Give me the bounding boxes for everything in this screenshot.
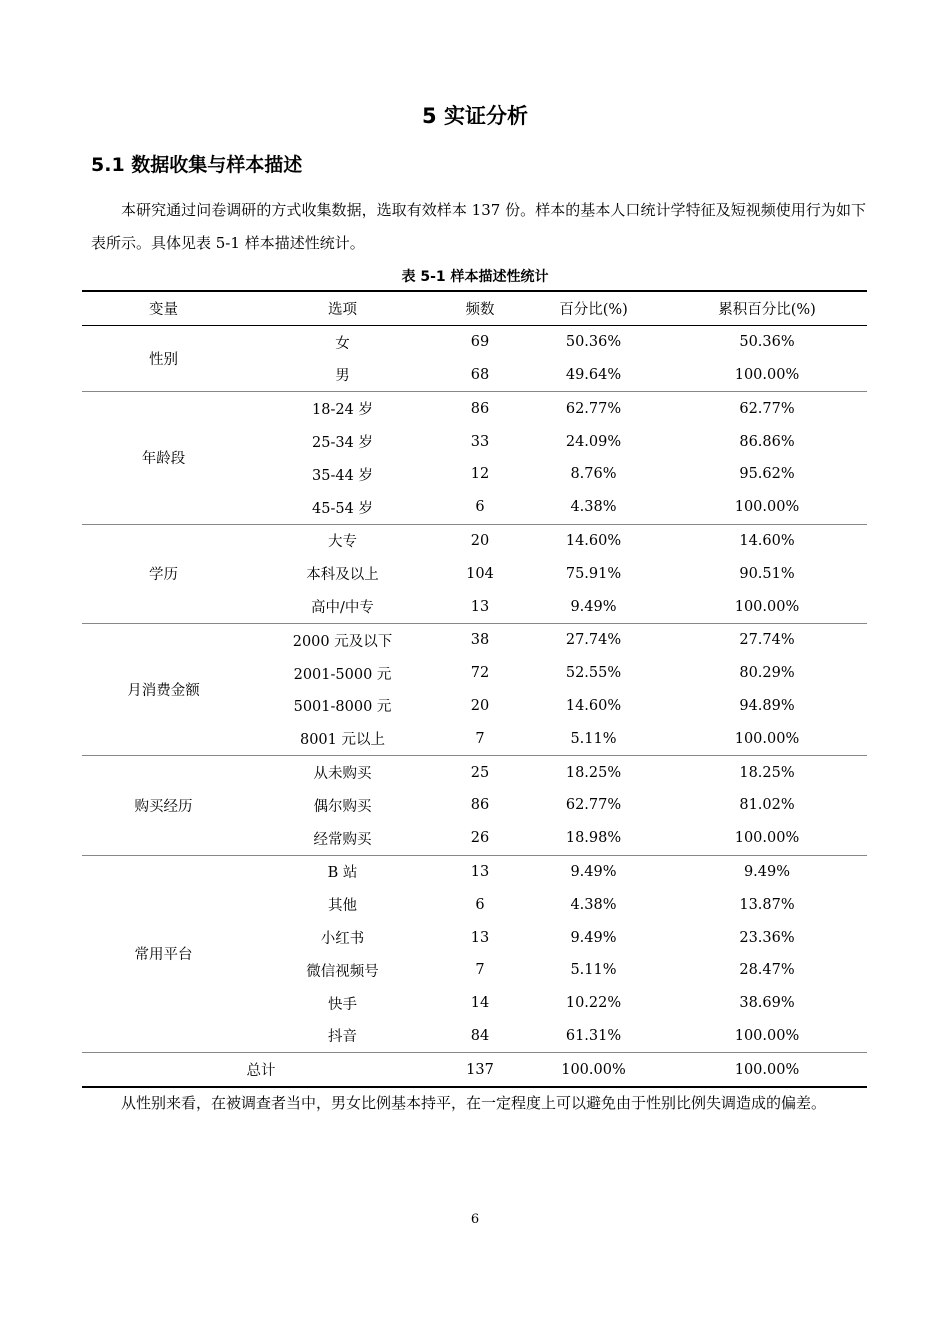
frequency-cell: 104 (466, 565, 494, 582)
closing-paragraph: 从性别来看，在被调查者当中，男女比例基本持平，在一定程度上可以避免由于性别比例失调造成的偏差。 (121, 1094, 827, 1112)
total-label: 总计 (246, 1063, 276, 1080)
percent-cell: 52.55% (565, 665, 622, 682)
frequency-cell: 26 (470, 830, 490, 847)
cumulative-percent-cell: 100.00% (734, 730, 800, 747)
frequency-cell: 6 (475, 499, 485, 516)
cumulative-percent-cell: 13.87% (739, 896, 795, 913)
percent-cell: 9.49% (570, 598, 617, 615)
cumulative-percent-cell: 100.00% (734, 499, 800, 516)
variable-cell: 购买经历 (134, 798, 193, 815)
frequency-cell: 68 (470, 366, 490, 383)
table-header-row (82, 291, 867, 325)
table-group (82, 392, 867, 524)
cumulative-percent-cell: 18.25% (739, 764, 795, 781)
percent-cell: 4.38% (570, 499, 617, 516)
option-cell: 25-34 岁 (312, 435, 373, 452)
frequency-cell: 69 (470, 334, 490, 351)
option-cell: 本科及以上 (306, 567, 379, 584)
percent-cell: 50.36% (565, 334, 622, 351)
cumulative-percent-cell: 14.60% (739, 532, 795, 549)
cumulative-percent-cell: 80.29% (739, 665, 795, 682)
cumulative-percent-cell: 62.77% (739, 400, 795, 417)
option-cell: 高中/中专 (311, 600, 374, 617)
section-title: 5.1 数据收集与样本描述 (91, 154, 303, 176)
percent-cell: 62.77% (565, 400, 622, 417)
percent-cell: 75.91% (565, 565, 622, 582)
option-cell: 18-24 岁 (312, 402, 373, 419)
frequency-cell: 25 (470, 764, 490, 781)
option-cell: 45-54 岁 (312, 500, 373, 517)
table-group (82, 524, 867, 623)
option-cell: 其他 (328, 898, 357, 915)
intro-paragraph: 本研究通过问卷调研的方式收集数据，选取有效样本 137 份。样本的基本人口统计学特征及短视频使用行为如下表所示。具体见表 5-1 样本描述性统计。 (91, 201, 866, 252)
option-cell: 从未购买 (313, 766, 372, 783)
frequency-cell: 7 (475, 730, 485, 747)
cumulative-percent-cell: 90.51% (739, 565, 795, 582)
percent-cell: 5.11% (570, 730, 617, 747)
frequency-cell: 6 (475, 896, 485, 913)
option-cell: 经常购买 (313, 831, 372, 848)
table-total-body (82, 1053, 867, 1087)
cumulative-percent-cell: 81.02% (739, 797, 795, 814)
option-cell: 2000 元及以下 (292, 633, 393, 650)
frequency-cell: 86 (470, 400, 490, 417)
frequency-cell: 38 (470, 632, 490, 649)
percent-cell: 10.22% (565, 995, 622, 1012)
percent-cell: 62.77% (565, 797, 622, 814)
frequency-cell: 13 (470, 929, 490, 946)
table-group (82, 325, 867, 392)
option-cell: 8001 元以上 (299, 732, 385, 749)
table-row (82, 756, 867, 789)
header-option: 选项 (328, 301, 357, 318)
page-number: 6 (470, 1212, 480, 1227)
cumulative-percent-cell: 100.00% (734, 598, 800, 615)
percent-cell: 27.74% (565, 632, 622, 649)
cumulative-percent-cell: 86.86% (739, 433, 795, 450)
header-frequency: 频数 (465, 301, 495, 318)
cumulative-percent-cell: 100.00% (734, 1027, 800, 1044)
frequency-cell: 33 (470, 433, 490, 450)
percent-cell: 18.25% (565, 764, 622, 781)
option-cell: 5001-8000 元 (293, 699, 392, 716)
table-row (82, 623, 867, 656)
cumulative-percent-cell: 9.49% (743, 863, 791, 880)
cumulative-percent-cell: 50.36% (739, 334, 795, 351)
option-cell: 2001-5000 元 (293, 666, 392, 683)
option-cell: 女 (335, 335, 350, 352)
frequency-cell: 7 (475, 962, 485, 979)
header-variable: 变量 (149, 301, 178, 318)
cumulative-percent-cell: 95.62% (739, 466, 795, 483)
cumulative-percent-cell: 100.00% (734, 830, 800, 847)
total-frequency: 137 (466, 1061, 494, 1078)
variable-cell: 性别 (149, 352, 178, 369)
percent-cell: 18.98% (565, 830, 622, 847)
percent-cell: 4.38% (570, 896, 617, 913)
frequency-cell: 72 (470, 665, 490, 682)
header-percent: 百分比(%) (559, 301, 628, 318)
variable-cell: 学历 (149, 567, 178, 584)
frequency-cell: 86 (470, 797, 490, 814)
table-row (82, 325, 867, 358)
option-cell: 微信视频号 (306, 963, 379, 980)
table-group (82, 855, 867, 1053)
total-cumulative-percent: 100.00% (734, 1061, 800, 1078)
option-cell: 35-44 岁 (312, 467, 373, 484)
cumulative-percent-cell: 28.47% (739, 962, 795, 979)
cumulative-percent-cell: 38.69% (739, 995, 795, 1012)
percent-cell: 49.64% (565, 366, 622, 383)
cumulative-percent-cell: 27.74% (739, 632, 795, 649)
percent-cell: 8.76% (570, 466, 617, 483)
table-group (82, 756, 867, 855)
frequency-cell: 20 (470, 532, 490, 549)
total-percent: 100.00% (561, 1061, 626, 1078)
cumulative-percent-cell: 100.00% (734, 366, 800, 383)
chapter-title: 5 实证分析 (422, 104, 528, 128)
option-cell: 抖音 (328, 1029, 357, 1046)
percent-cell: 5.11% (570, 962, 617, 979)
percent-cell: 9.49% (570, 929, 617, 946)
percent-cell: 61.31% (565, 1027, 622, 1044)
option-cell: 男 (335, 368, 350, 385)
frequency-cell: 13 (470, 598, 490, 615)
variable-cell: 常用平台 (134, 947, 193, 964)
option-cell: B 站 (327, 865, 358, 882)
sample-statistics-table (82, 290, 867, 1088)
percent-cell: 24.09% (565, 433, 622, 450)
percent-cell: 14.60% (565, 532, 622, 549)
table-row (82, 392, 867, 425)
percent-cell: 9.49% (570, 863, 617, 880)
table-caption: 表 5-1 样本描述性统计 (401, 269, 549, 285)
table-total-row (82, 1053, 867, 1087)
option-cell: 大专 (328, 534, 357, 551)
option-cell: 偶尔购买 (313, 798, 372, 815)
cumulative-percent-cell: 94.89% (739, 697, 795, 714)
frequency-cell: 20 (470, 697, 490, 714)
variable-cell: 月消费金额 (127, 683, 200, 700)
frequency-cell: 12 (470, 466, 490, 483)
frequency-cell: 13 (470, 863, 490, 880)
table-row (82, 855, 867, 888)
option-cell: 快手 (328, 996, 357, 1013)
table-row (82, 524, 867, 557)
frequency-cell: 14 (470, 995, 490, 1012)
percent-cell: 14.60% (565, 697, 622, 714)
header-cumulative-percent: 累积百分比(%) (718, 301, 816, 318)
variable-cell: 年龄段 (141, 451, 186, 468)
frequency-cell: 84 (470, 1027, 490, 1044)
option-cell: 小红书 (320, 931, 365, 948)
table-group (82, 623, 867, 755)
cumulative-percent-cell: 23.36% (739, 929, 795, 946)
